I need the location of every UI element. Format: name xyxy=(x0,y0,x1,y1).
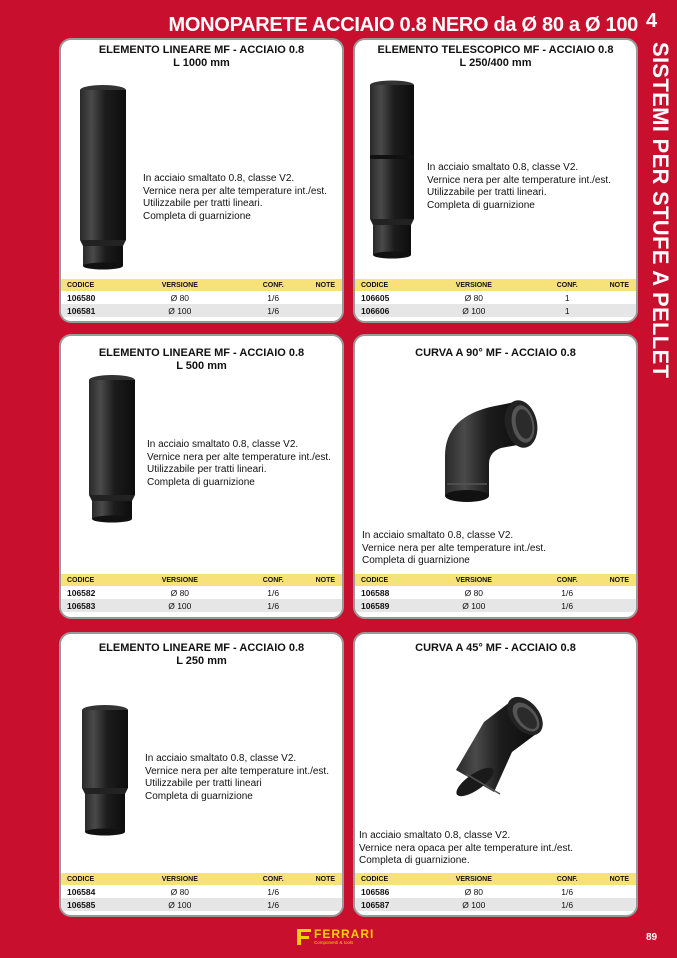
cell-version: Ø 100 xyxy=(416,599,532,612)
straight-pipe-image xyxy=(86,374,138,524)
desc-line: Vernice nera per alte temperature int./est. xyxy=(145,765,329,777)
col-header-conf: CONF. xyxy=(238,279,309,291)
cell-note xyxy=(309,291,342,304)
desc-line: Vernice nera per alte temperature int./est. xyxy=(427,174,611,186)
cell-code: 106583 xyxy=(61,599,122,612)
cell-version: Ø 80 xyxy=(464,292,484,303)
card-title xyxy=(61,44,342,70)
card-title xyxy=(355,642,636,655)
page-number: 89 xyxy=(646,932,658,943)
cell-code: 106585 xyxy=(61,898,122,911)
ferrari-logo xyxy=(296,927,382,947)
col-header-code: CODICE xyxy=(61,574,122,586)
cell-conf: 1/6 xyxy=(267,587,280,598)
card-title-line2: L 250/400 mm xyxy=(459,57,532,69)
telescopic-pipe-image xyxy=(367,80,417,260)
cell-conf: 1/6 xyxy=(561,587,574,598)
table-row xyxy=(355,898,636,911)
cell-conf: 1/6 xyxy=(238,898,309,911)
card-title-line1: CURVA A 45° MF - ACCIAIO 0.8 xyxy=(415,642,576,654)
desc-line: In acciaio smaltato 0.8, classe V2. xyxy=(143,173,295,184)
col-header-note: NOTE xyxy=(603,574,636,586)
table-row xyxy=(355,291,636,304)
table-row xyxy=(355,586,636,599)
desc-line: Utilizzabile per tratti lineari. xyxy=(427,187,547,198)
table-row xyxy=(61,304,342,317)
section-side-title: SISTEMI PER STUFE A PELLET xyxy=(648,42,673,379)
cell-note xyxy=(603,599,636,612)
product-description xyxy=(362,530,632,568)
cell-code: 106582 xyxy=(67,587,96,598)
cell-version: Ø 80 xyxy=(170,587,190,598)
logo-text: FERRARI xyxy=(314,927,375,941)
cell-code: 106587 xyxy=(355,898,416,911)
col-header-code: CODICE xyxy=(355,279,416,291)
table-row xyxy=(355,599,636,612)
col-header-code: CODICE xyxy=(355,574,416,586)
product-card-linear-1000 xyxy=(59,38,344,323)
chapter-number: 4 xyxy=(646,10,658,32)
cell-version: Ø 100 xyxy=(122,599,238,612)
desc-line: In acciaio smaltato 0.8, classe V2. xyxy=(145,753,297,764)
cell-note xyxy=(603,898,636,911)
cell-conf: 1/6 xyxy=(561,886,574,897)
col-header-note: NOTE xyxy=(309,574,342,586)
cell-conf: 1/6 xyxy=(532,898,603,911)
elbow-90-image xyxy=(437,394,547,506)
cell-conf: 1/6 xyxy=(267,292,280,303)
col-header-version: VERSIONE xyxy=(416,574,532,586)
desc-line: Completa di guarnizione xyxy=(145,790,253,802)
cell-code: 106588 xyxy=(361,587,390,598)
col-header-code: CODICE xyxy=(355,873,416,885)
col-header-version: VERSIONE xyxy=(416,873,532,885)
cell-version: Ø 100 xyxy=(122,304,238,317)
logo-mark-icon xyxy=(296,928,312,946)
card-title-line1: ELEMENTO LINEARE MF - ACCIAIO 0.8 xyxy=(98,642,305,654)
cell-note xyxy=(309,599,342,612)
desc-line: Vernice nera per alte temperature int./est. xyxy=(143,185,327,197)
product-card-elbow-45 xyxy=(353,632,638,917)
table-row xyxy=(61,586,342,599)
desc-line: Completa di guarnizione. xyxy=(359,855,470,866)
cell-conf: 1/6 xyxy=(238,304,309,317)
desc-line: In acciaio smaltato 0.8, classe V2. xyxy=(147,439,299,450)
card-title-line1: ELEMENTO TELESCOPICO MF - ACCIAIO 0.8 xyxy=(377,44,614,56)
cell-conf: 1 xyxy=(564,292,570,303)
cell-version: Ø 80 xyxy=(170,292,190,303)
col-header-version: VERSIONE xyxy=(122,574,238,586)
desc-line: Utilizzabile per tratti lineari xyxy=(145,778,262,789)
desc-line: Vernice nera opaca per alte temperature int./est. xyxy=(359,842,574,854)
product-description xyxy=(143,173,343,223)
col-header-note: NOTE xyxy=(309,279,342,291)
col-header-conf: CONF. xyxy=(532,574,603,586)
elbow-45-image xyxy=(450,692,548,808)
col-header-code: CODICE xyxy=(61,873,122,885)
desc-line: Vernice nera per alte temperature int./est. xyxy=(362,542,546,554)
table-row xyxy=(355,885,636,898)
col-header-conf: CONF. xyxy=(532,873,603,885)
cell-code: 106580 xyxy=(67,292,96,303)
cell-note xyxy=(309,586,342,599)
col-header-code: CODICE xyxy=(61,279,122,291)
cell-note xyxy=(603,885,636,898)
product-description xyxy=(145,753,343,803)
desc-line: Utilizzabile per tratti lineari. xyxy=(147,464,267,475)
cell-code: 106606 xyxy=(355,304,416,317)
desc-line: Completa di guarnizione xyxy=(427,199,535,211)
cell-code: 106605 xyxy=(361,292,390,303)
desc-line: Completa di guarnizione xyxy=(143,210,251,222)
product-description xyxy=(147,439,343,489)
table-row xyxy=(61,885,342,898)
cell-note xyxy=(309,304,342,317)
desc-line: Utilizzabile per tratti lineari. xyxy=(143,198,263,209)
straight-pipe-image xyxy=(79,704,131,838)
col-header-note: NOTE xyxy=(603,873,636,885)
spec-table xyxy=(61,574,342,612)
col-header-version: VERSIONE xyxy=(416,279,532,291)
table-row xyxy=(355,304,636,317)
cell-version: Ø 80 xyxy=(464,587,484,598)
straight-pipe-image xyxy=(77,84,129,270)
cell-version: Ø 80 xyxy=(464,886,484,897)
cell-note xyxy=(603,304,636,317)
cell-version: Ø 100 xyxy=(416,304,532,317)
card-title-line1: ELEMENTO LINEARE MF - ACCIAIO 0.8 xyxy=(98,44,305,56)
cell-version: Ø 100 xyxy=(122,898,238,911)
desc-line: Completa di guarnizione xyxy=(362,555,470,566)
table-row xyxy=(61,599,342,612)
card-title-line2: L 250 mm xyxy=(176,655,227,667)
cell-code: 106584 xyxy=(67,886,96,897)
cell-code: 106586 xyxy=(361,886,390,897)
product-card-linear-250 xyxy=(59,632,344,917)
col-header-note: NOTE xyxy=(603,279,636,291)
cell-note xyxy=(603,291,636,304)
cell-version: Ø 80 xyxy=(170,886,190,897)
col-header-conf: CONF. xyxy=(532,279,603,291)
product-card-elbow-90 xyxy=(353,334,638,619)
card-title-line2: L 1000 mm xyxy=(173,57,230,69)
desc-line: Vernice nera per alte temperature int./est. xyxy=(147,451,331,463)
desc-line: In acciaio smaltato 0.8, classe V2. xyxy=(427,162,579,173)
table-row xyxy=(61,291,342,304)
spec-table xyxy=(355,873,636,911)
table-row xyxy=(61,898,342,911)
col-header-version: VERSIONE xyxy=(122,279,238,291)
cell-code: 106581 xyxy=(61,304,122,317)
product-card-telescopic xyxy=(353,38,638,323)
cell-note xyxy=(603,586,636,599)
cell-conf: 1 xyxy=(532,304,603,317)
desc-line: Completa di guarnizione xyxy=(147,476,255,488)
cell-version: Ø 100 xyxy=(416,898,532,911)
cell-note xyxy=(309,898,342,911)
cell-conf: 1/6 xyxy=(532,599,603,612)
card-title xyxy=(61,642,342,668)
spec-table xyxy=(61,873,342,911)
spec-table xyxy=(355,279,636,317)
desc-line: In acciaio smaltato 0.8, classe V2. xyxy=(362,530,514,541)
col-header-note: NOTE xyxy=(309,873,342,885)
card-title xyxy=(355,44,636,70)
product-description xyxy=(359,830,634,868)
cell-conf: 1/6 xyxy=(238,599,309,612)
card-title-line1: ELEMENTO LINEARE MF - ACCIAIO 0.8 xyxy=(98,347,305,359)
spec-table xyxy=(61,279,342,317)
card-title xyxy=(355,347,636,360)
card-title-line2: L 500 mm xyxy=(176,360,227,372)
product-card-linear-500 xyxy=(59,334,344,619)
cell-conf: 1/6 xyxy=(267,886,280,897)
card-title xyxy=(61,347,342,373)
card-title-line1: CURVA A 90° MF - ACCIAIO 0.8 xyxy=(415,347,576,359)
col-header-conf: CONF. xyxy=(238,574,309,586)
desc-line: In acciaio smaltato 0.8, classe V2. xyxy=(359,830,511,841)
col-header-conf: CONF. xyxy=(238,873,309,885)
product-description xyxy=(427,162,637,212)
cell-note xyxy=(309,885,342,898)
logo-subtext: Componenti & tools xyxy=(314,940,354,945)
col-header-version: VERSIONE xyxy=(122,873,238,885)
page-header-title: MONOPARETE ACCIAIO 0.8 NERO da Ø 80 a Ø 100 xyxy=(168,14,638,36)
cell-code: 106589 xyxy=(355,599,416,612)
spec-table xyxy=(355,574,636,612)
